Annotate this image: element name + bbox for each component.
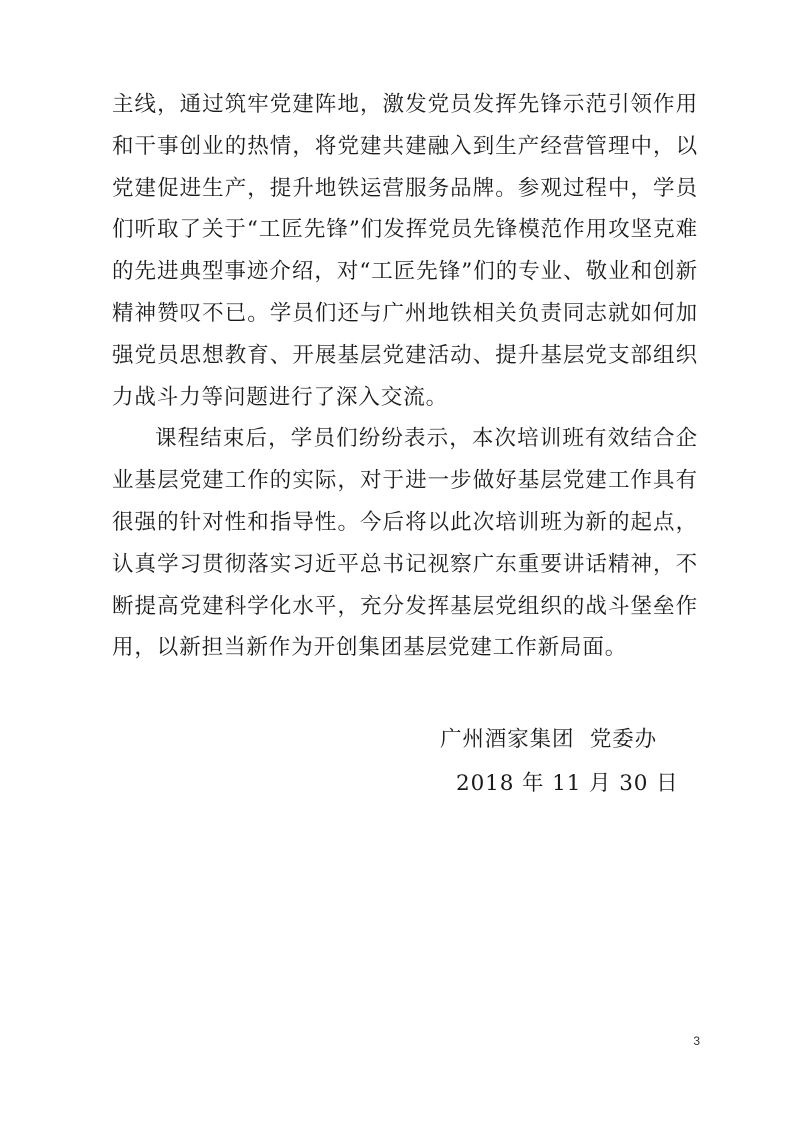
paragraph-course-summary: 课程结束后，学员们纷纷表示，本次培训班有效结合企业基层党建工作的实际，对于进一步做好基层党建工作具有很强的针对性和指导性。今后将以此次培训班为新的起点，认真学习贯彻落实习近平总书记视察广东重要讲话精神，不断提高党建科学化水平，充分发挥基层党组织的战斗堡垒作用，以新担当新作为开创集团基层党建工作新局面。 bbox=[112, 426, 698, 661]
signature-date: 2018 年 11 月 30 日 bbox=[456, 771, 679, 796]
signature-organization: 广州酒家集团 党委办 bbox=[440, 727, 658, 752]
page-number: 3 bbox=[693, 1034, 700, 1048]
signature-block bbox=[420, 718, 720, 806]
body-text bbox=[112, 84, 698, 669]
paragraph-continued: 主线，通过筑牢党建阵地，激发党员发挥先锋示范引领作用和干事创业的热情，将党建共建融入到生产经营管理中，以党建促进生产，提升地铁运营服务品牌。参观过程中，学员们听取了关于“工匠先锋”们发挥党员先锋模范作用攻坚克难的先进典型事迹介绍，对“工匠先锋”们的专业、敬业和创新精神赞叹不已。学员们还与广州地铁相关负责同志就如何加强党员思想教育、开展基层党建活动、提升基层党支部组织力战斗力等问题进行了深入交流。 bbox=[112, 92, 698, 410]
